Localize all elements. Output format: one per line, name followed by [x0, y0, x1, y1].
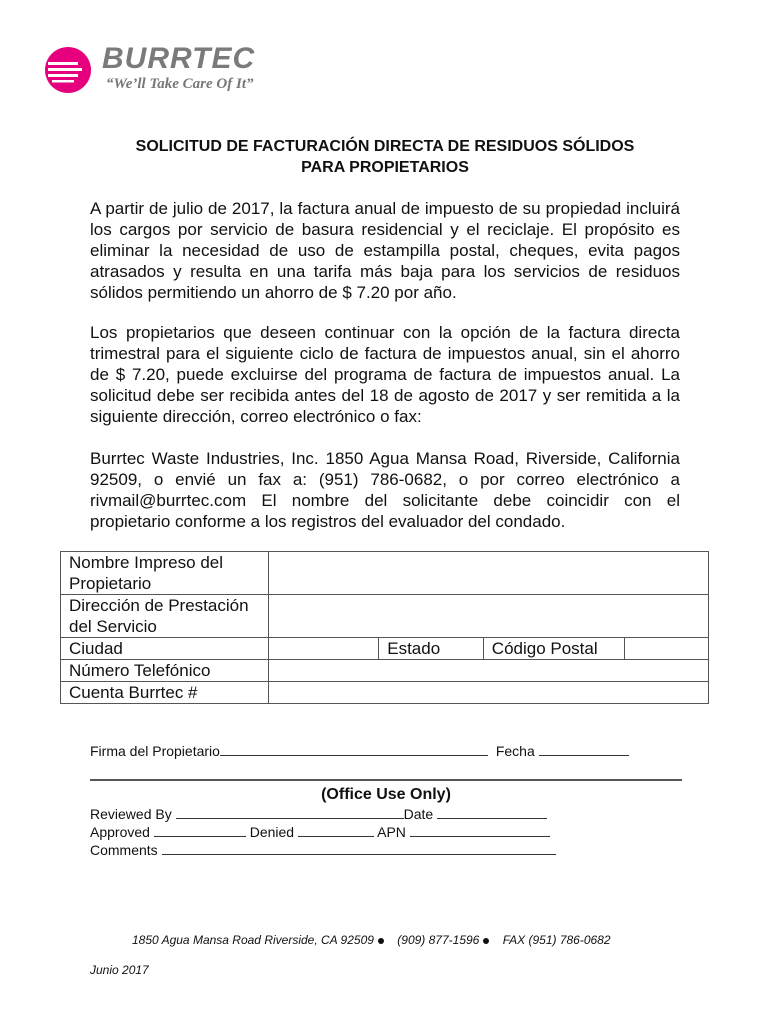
phone-field[interactable] [268, 660, 708, 682]
signature-date-line[interactable] [539, 743, 629, 756]
zip-field[interactable] [625, 638, 709, 660]
bullet-icon [378, 938, 384, 944]
approved-label: Approved [90, 824, 150, 840]
owner-name-label: Nombre Impreso del Propietario [61, 552, 269, 595]
approved-line[interactable] [154, 824, 246, 837]
service-address-label: Dirección de Prestación del Servicio [61, 595, 269, 638]
form-row-account [61, 682, 709, 704]
signature-date-label: Fecha [495, 743, 535, 759]
office-row-reviewed [90, 806, 547, 822]
title-line-1: SOLICITUD DE FACTURACIÓN DIRECTA DE RESIDUOS SÓLIDOS [135, 138, 635, 155]
office-use-title: (Office Use Only) [321, 786, 451, 803]
phone-label: Número Telefónico [61, 660, 269, 682]
reviewed-by-label: Reviewed By [90, 806, 172, 822]
footer-phone: (909) 877-1596 [397, 933, 480, 947]
apn-line[interactable] [410, 824, 550, 837]
footer-address: 1850 Agua Mansa Road Riverside, CA 92509 [132, 933, 374, 947]
account-field[interactable] [268, 682, 708, 704]
city-label: Ciudad [61, 638, 269, 660]
denied-line[interactable] [298, 824, 374, 837]
document-date: Junio 2017 [90, 963, 149, 977]
owner-name-field[interactable] [268, 552, 708, 595]
paragraph-opt-out: Los propietarios que deseen continuar con la opción de la factura directa trimestral para el siguiente ciclo de factura de impuestos anual, sin el ahorro de $ 7.20, puede excluirse del programa de factura de impuestos anual. La solicitud debe ser recibida antes del 18 de agosto de 2017 y ser remitida a la siguiente dirección, correo electrónico o fax: [90, 323, 680, 426]
owner-signature-line[interactable] [220, 743, 488, 756]
logo-tagline: “We’ll Take Care Of It” [106, 76, 254, 92]
denied-label: Denied [249, 824, 295, 840]
owner-info-form [60, 551, 709, 704]
apn-label: APN [377, 824, 406, 840]
signature-row [90, 743, 629, 759]
bullet-icon [483, 938, 489, 944]
form-row-city-state-zip [61, 638, 709, 660]
burrtec-logo-icon [44, 46, 92, 94]
office-row-approval [90, 824, 550, 840]
comments-line[interactable] [162, 842, 556, 855]
footer-contact [132, 933, 611, 947]
burrtec-logo [44, 44, 304, 104]
account-label: Cuenta Burrtec # [61, 682, 269, 704]
owner-signature-label: Firma del Propietario [90, 743, 220, 759]
state-label: Estado [379, 638, 484, 660]
office-date-label: Date [403, 806, 434, 822]
form-row-owner-name [61, 552, 709, 595]
footer-fax: FAX (951) 786-0682 [502, 933, 611, 947]
city-field[interactable] [268, 638, 378, 660]
office-separator [90, 779, 682, 781]
reviewed-by-line[interactable] [176, 806, 404, 819]
document-title [90, 136, 680, 178]
form-row-service-address [61, 595, 709, 638]
zip-label: Código Postal [483, 638, 624, 660]
title-line-2: PARA PROPIETARIOS [301, 159, 469, 176]
office-row-comments [90, 842, 556, 858]
paragraph-contact: Burrtec Waste Industries, Inc. 1850 Agua Mansa Road, Riverside, California 92509, o envié un fax a: (951) 786-0682, o por correo electrónico a rivmail@burrtec.com El nombre del solicitante debe coincidir con el propietario conforme a los registros del evaluador del condado. [90, 449, 680, 531]
logo-brand-name: BURRTEC [102, 42, 256, 75]
comments-label: Comments [90, 842, 158, 858]
paragraph-intro: A partir de julio de 2017, la factura anual de impuesto de su propiedad incluirá los cargos por servicio de basura residencial y el reciclaje. El propósito es eliminar la necesidad de uso de estampilla postal, cheques, evita pagos atrasados y resulta en una tarifa más baja para los servicios de residuos sólidos permitiendo un ahorro de $ 7.20 por año. [90, 199, 680, 302]
service-address-field[interactable] [268, 595, 708, 638]
office-date-line[interactable] [437, 806, 547, 819]
form-row-phone [61, 660, 709, 682]
